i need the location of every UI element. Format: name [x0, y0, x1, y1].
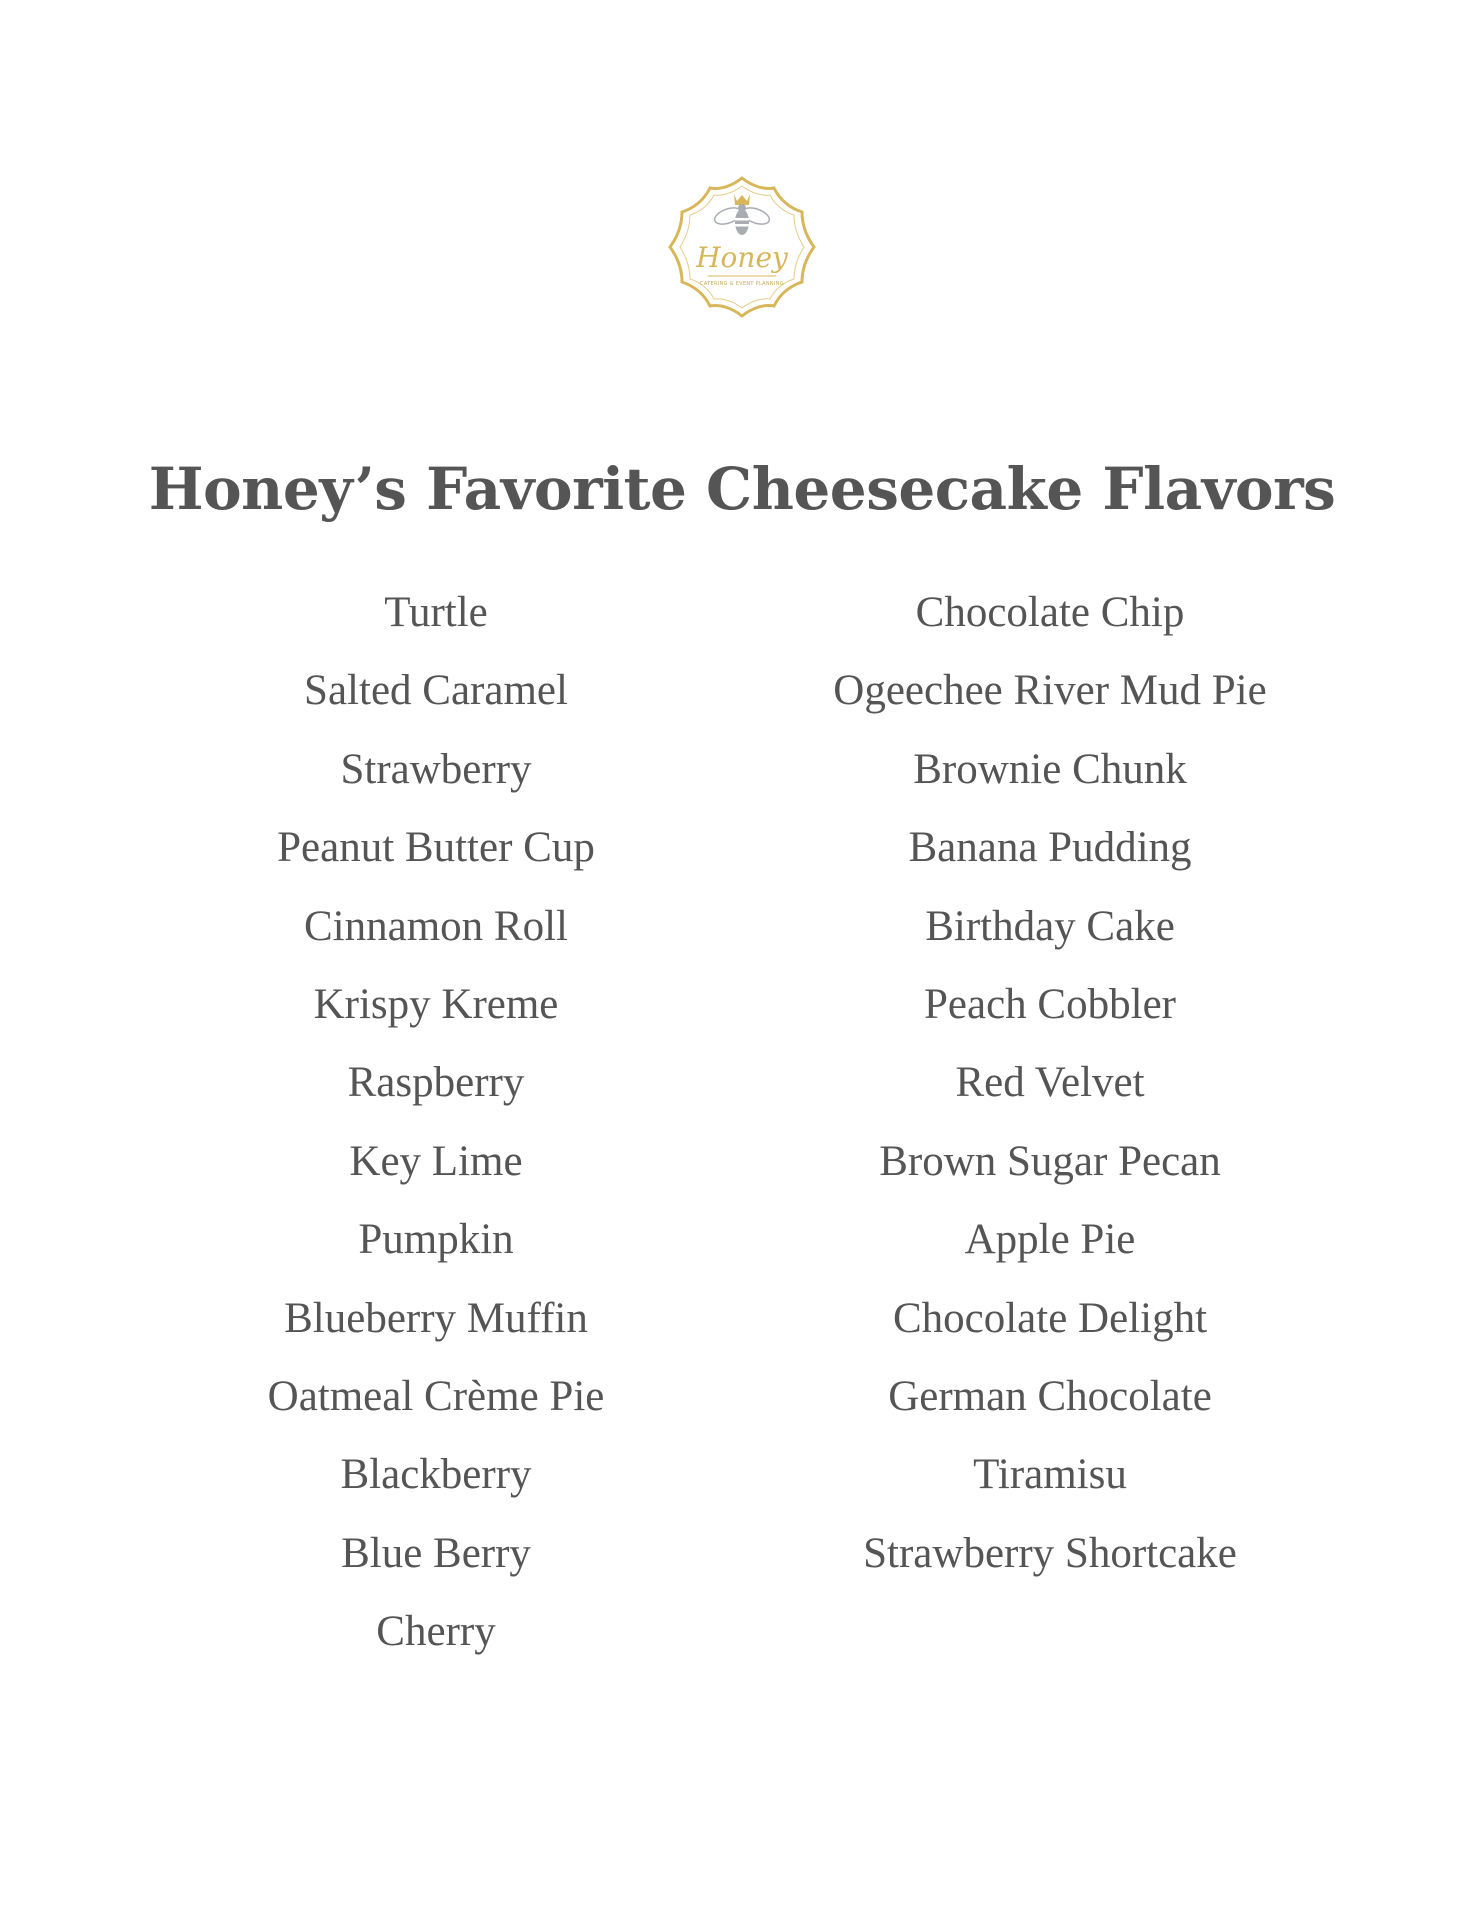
flavor-item: German Chocolate — [888, 1372, 1212, 1420]
flavor-item: Strawberry Shortcake — [863, 1529, 1237, 1577]
flavor-item: Ogeechee River Mud Pie — [833, 667, 1267, 715]
logo-tagline: CATERING & EVENT PLANNING — [700, 281, 784, 287]
flavor-item: Blackberry — [340, 1451, 532, 1499]
flavor-item: Apple Pie — [964, 1216, 1136, 1264]
flavor-item: Blue Berry — [341, 1529, 531, 1577]
flavor-item: Chocolate Delight — [892, 1294, 1208, 1342]
flavor-list-right — [740, 582, 1360, 1601]
flavor-item: Raspberry — [347, 1059, 525, 1107]
flavor-item: Red Velvet — [955, 1059, 1145, 1107]
flavor-item: Oatmeal Crème Pie — [267, 1372, 605, 1420]
flavor-item: Banana Pudding — [908, 824, 1192, 872]
bee-head — [738, 204, 746, 212]
flavor-item: Tiramisu — [973, 1451, 1127, 1499]
page-title: Honey’s Favorite Cheesecake Flavors — [148, 454, 1336, 523]
flavor-item: Pumpkin — [358, 1216, 514, 1264]
flavor-item: Turtle — [384, 589, 488, 636]
flavor-item: Birthday Cake — [925, 902, 1175, 950]
bee-body — [735, 209, 749, 235]
flavor-item: Peanut Butter Cup — [277, 824, 595, 872]
flavor-item: Cherry — [376, 1608, 496, 1656]
logo-script-text: Honey — [696, 241, 788, 274]
flavor-item: Cinnamon Roll — [304, 902, 568, 950]
honey-logo — [668, 172, 816, 322]
flavor-item: Chocolate Chip — [915, 589, 1185, 636]
honey-logo-badge — [668, 172, 816, 322]
flavor-item: Krispy Kreme — [313, 980, 559, 1028]
flavor-item: Strawberry — [340, 745, 532, 793]
flavor-item: Brown Sugar Pecan — [879, 1137, 1221, 1185]
flavor-item: Blueberry Muffin — [284, 1294, 588, 1342]
flavor-item: Salted Caramel — [304, 667, 568, 715]
flavor-item: Peach Cobbler — [924, 980, 1176, 1028]
flavor-list-left — [136, 582, 736, 1679]
flavor-item: Key Lime — [349, 1137, 523, 1185]
flavor-item: Brownie Chunk — [913, 745, 1187, 793]
